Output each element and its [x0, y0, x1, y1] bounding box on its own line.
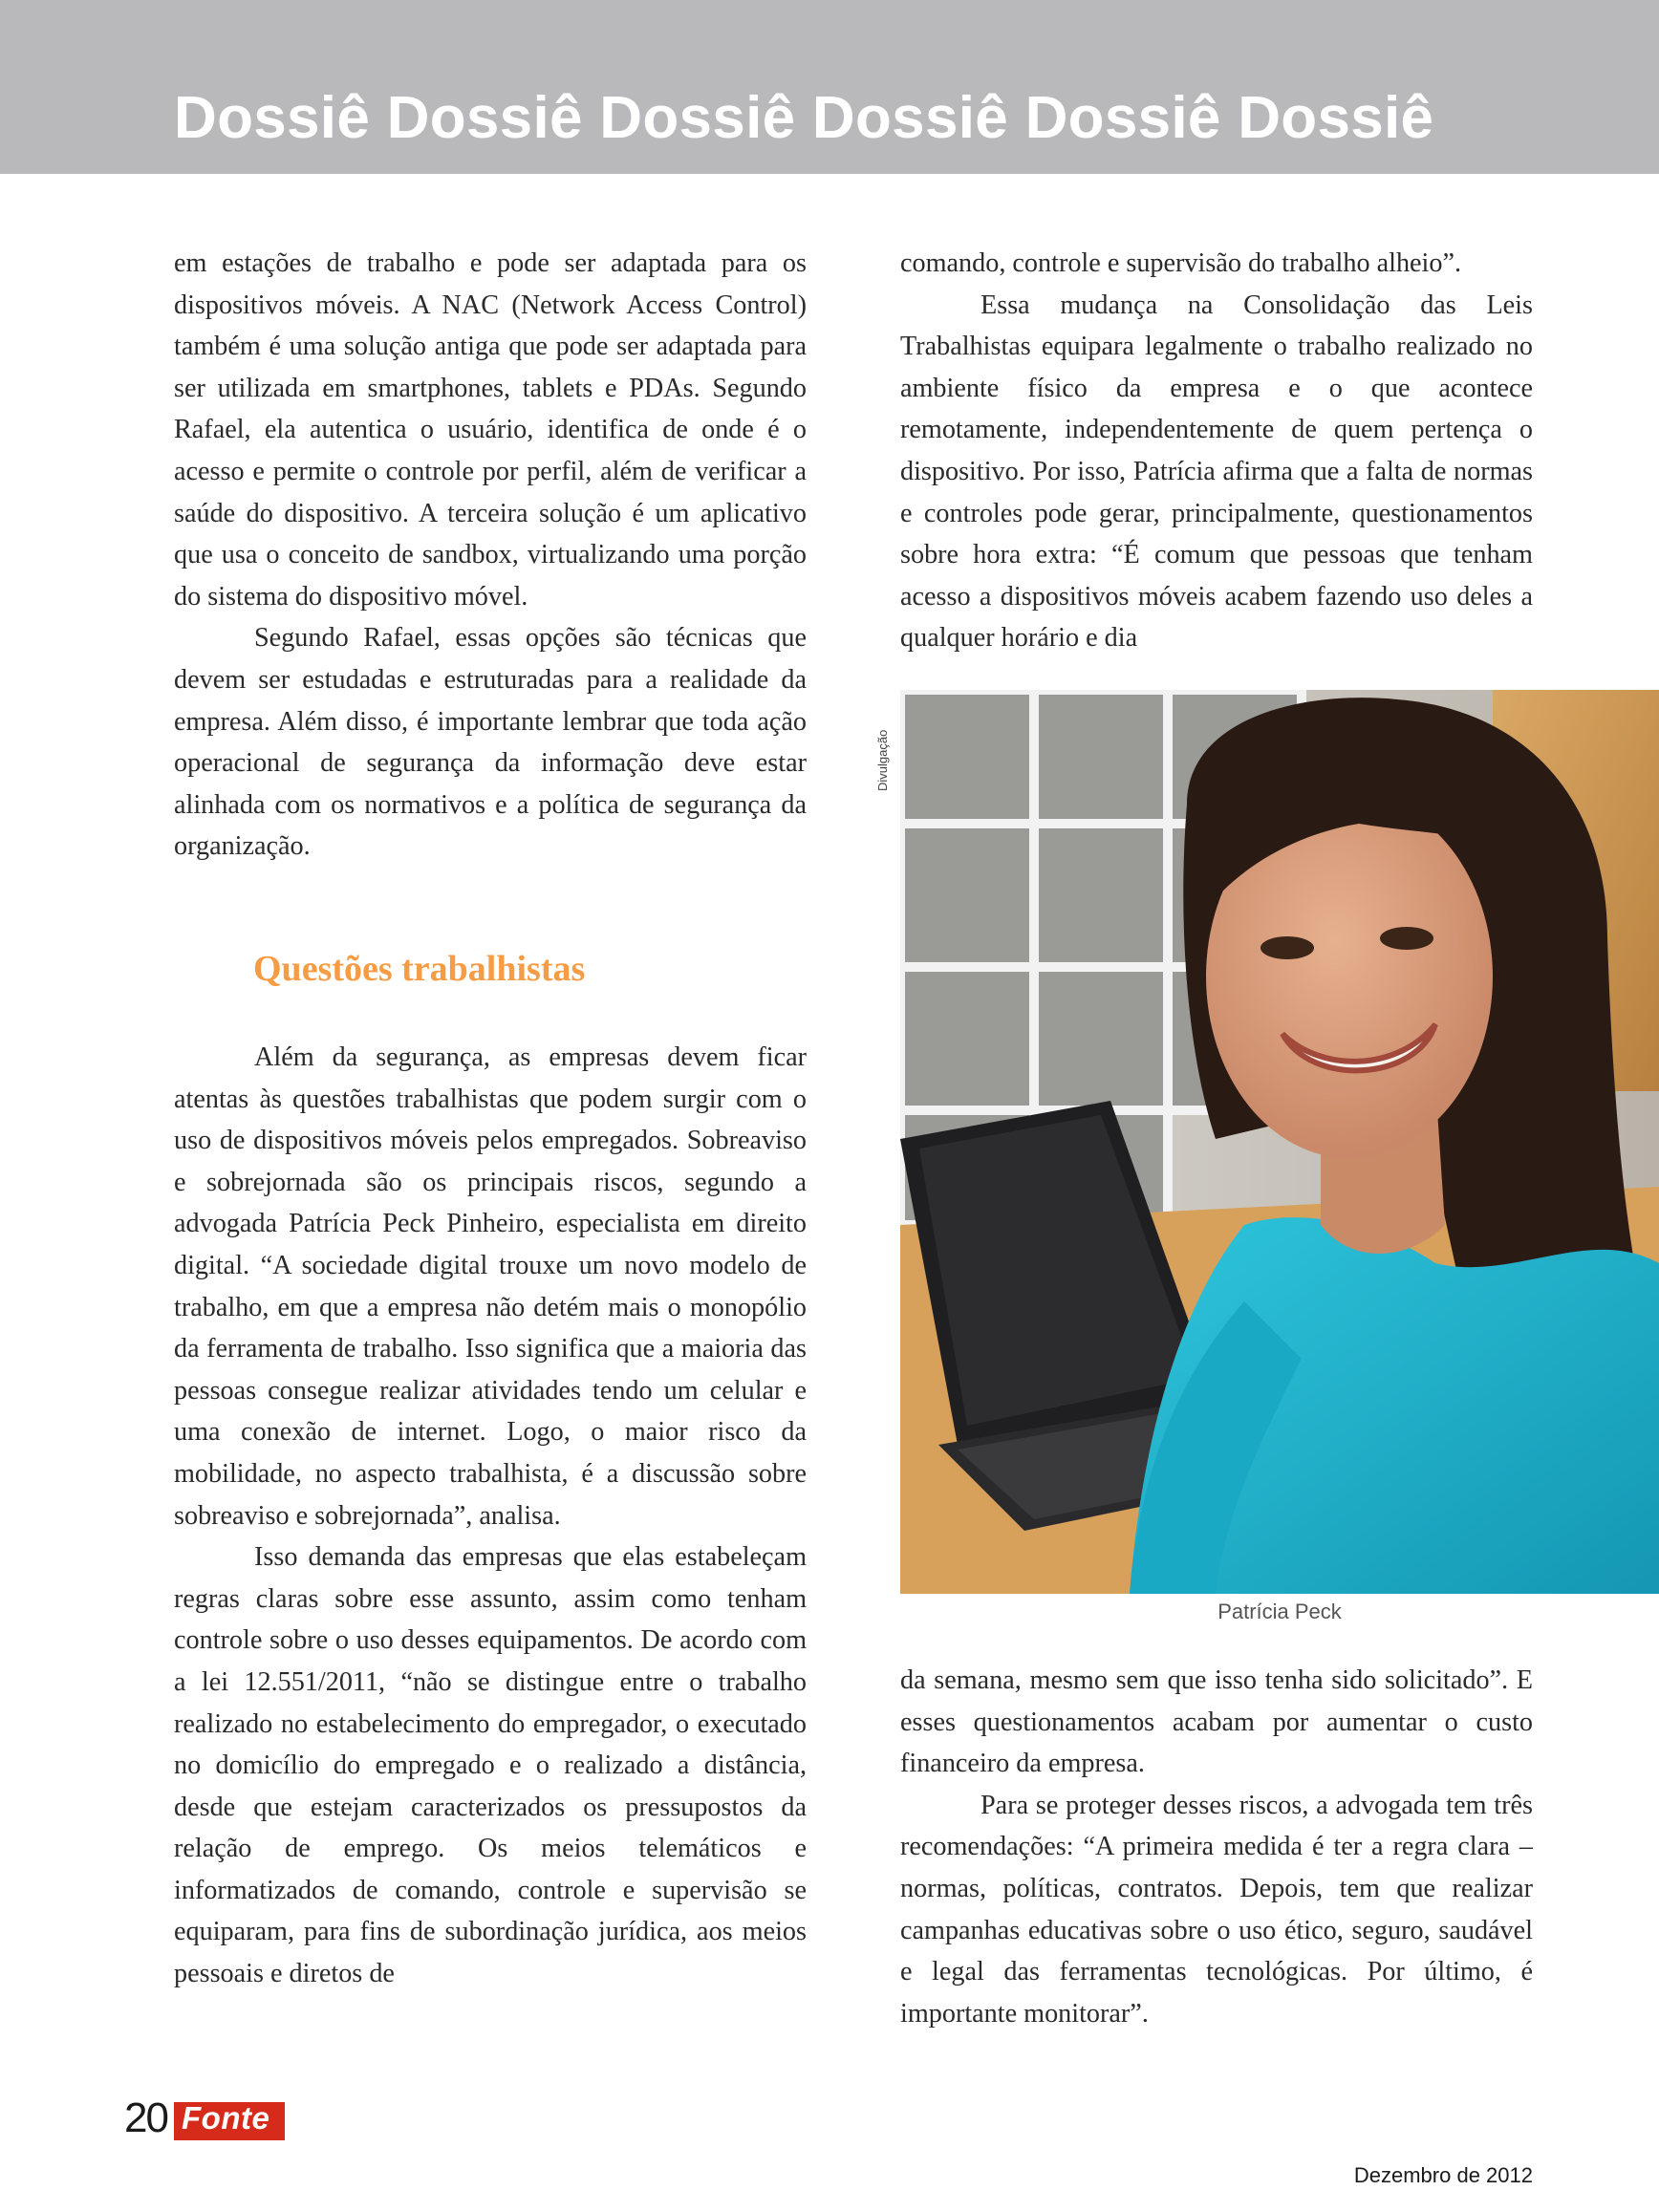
paragraph: Essa mudança na Consolidação das Leis Trabalhistas equipara legalmente o trabalho realizado no ambiente físico da empresa e o que acontece remotamente, independentemente de quem pertença o dispositivo. Por isso, Patrícia afirma que a falta de normas e controles pode gerar, principalmente, questionamentos sobre hora extra: “É comum que pessoas que tenham acesso a dispositivos móveis acabem fazendo uso deles a qualquer horário e dia [900, 290, 1533, 654]
header-band [0, 0, 1659, 174]
paragraph: Para se proteger desses riscos, a advogada tem três recomendações: “A primeira medida é ter a regra clara – normas, políticas, contratos. Depois, tem que realizar campanhas educativas sobre o uso ético, seguro, saudável e legal das ferramentas tecnológicas. Por último, é importante monitorar”. [900, 1790, 1533, 2029]
paragraph: Além da segurança, as empresas devem ficar atentas às questões trabalhistas que podem surgir com o uso de dispositivos móveis pelos empregados. Sobreaviso e sobrejornada são os principais riscos, segundo a advogada Patrícia Peck Pinheiro, especialista em direito digital. “A sociedade digital trouxe um novo modelo de trabalho, em que a empresa não detém mais o monopólio da ferramenta de trabalho. Isso significa que a maioria das pessoas consegue realizar atividades tendo um celular e uma conexão de internet. Logo, o maior risco da mobilidade, no aspecto trabalhista, é a discussão sobre sobreaviso e sobrejornada”, analisa. [174, 1042, 807, 1531]
right-column-bottom [900, 1660, 1533, 2034]
left-column-top [174, 243, 807, 868]
paragraph: da semana, mesmo sem que isso tenha sido solicitado”. E esses questionamentos acabam por aumentar o custo financeiro da empresa. [900, 1665, 1533, 1779]
page-number: 20 [124, 2094, 167, 2141]
paragraph: Isso demanda das empresas que elas estabeleçam regras claras sobre esse assunto, assim como tenham controle sobre o uso desses equipamentos. De acordo com a lei 12.551/2011, “não se distingue entre o trabalho realizado no estabelecimento do empregador, o executado no domicílio do empregado e o realizado a distância, desde que estejam caracterizados os pressupostos da relação de emprego. Os meios telemáticos e informatizados de comando, controle e supervisão se equiparam, para fins de subordinação jurídica, aos meios pessoais e diretos de [174, 1542, 807, 1989]
section-heading: Questões trabalhistas [253, 949, 586, 989]
right-column-top [900, 243, 1533, 659]
paragraph: Segundo Rafael, essas opções são técnicas que devem ser estudadas e estruturadas para a realidade da empresa. Além disso, é importante lembrar que toda ação operacional de segurança da informação deve estar alinhada com os normativos e a política de segurança da organização. [174, 623, 807, 862]
photo-credit [875, 703, 898, 808]
portrait-illustration [900, 690, 1659, 1594]
magazine-logo-text: Fonte [182, 2100, 270, 2136]
left-column-bottom [174, 1037, 807, 1995]
header-title: Dossiê Dossiê Dossiê Dossiê Dossiê Dossiê [174, 85, 1434, 151]
paragraph: comando, controle e supervisão do trabalho alheio”. [900, 248, 1462, 278]
paragraph: em estações de trabalho e pode ser adaptada para os dispositivos móveis. A NAC (Network Access Control) também é uma solução antiga que pode ser adaptada para ser utilizada em smartphones, tablets e PDAs. Segundo Rafael, ela autentica o usuário, identifica de onde é o acesso e permite o controle por perfil, além de verificar a saúde do dispositivo. A terceira solução é um aplicativo que usa o conceito de sandbox, virtualizando uma porção do sistema do dispositivo móvel. [174, 248, 807, 612]
photo-caption: Patrícia Peck [1217, 1600, 1342, 1623]
photo-credit-text: Divulgação [875, 729, 890, 791]
portrait-photo [900, 690, 1659, 1594]
magazine-logo [174, 2102, 285, 2140]
issue-date: Dezembro de 2012 [1353, 2163, 1533, 2187]
